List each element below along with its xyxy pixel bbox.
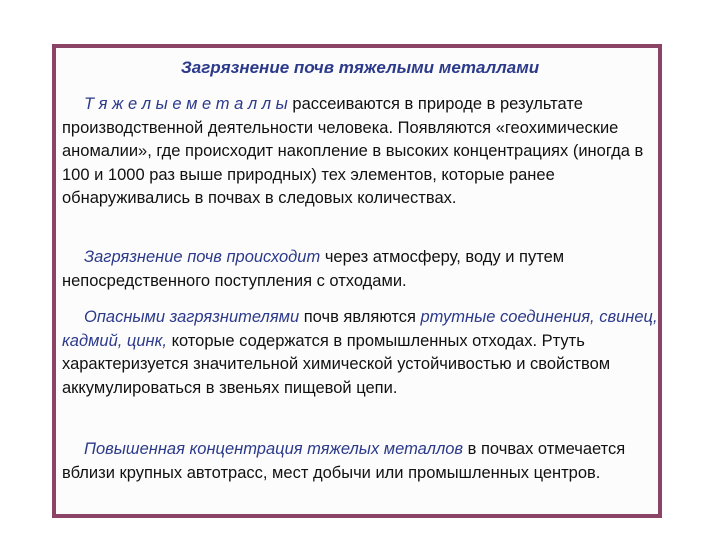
slide-title: Загрязнение почв тяжелыми металлами: [180, 58, 540, 77]
term-pollution-routes: Загрязнение почв происходит: [84, 248, 321, 266]
paragraph-text: которые содержатся в промышленных отходах. Ртуть характеризуется значительной химической устойчивостью и свойством аккумулироваться в звеньях пищевой цепи.: [62, 331, 611, 397]
paragraph-pollution-routes: [62, 246, 658, 293]
term-dangerous-pollutants: Опасными загрязнителями: [84, 308, 300, 326]
paragraph-text: через атмосферу, воду и путем непосредственного поступления с отходами.: [62, 248, 565, 290]
paragraph-text: почв являются: [299, 308, 421, 326]
paragraph-dangerous-pollutants: [62, 306, 658, 400]
paragraph-high-concentration: [62, 438, 658, 485]
paragraph-heavy-metals: [62, 93, 658, 211]
term-heavy-metals: Т я ж е л ы е м е т а л л ы: [84, 95, 288, 113]
term-high-concentration: Повышенная концентрация тяжелых металлов: [84, 440, 464, 458]
paragraph-text: в почвах отмечается вблизи крупных автотрасс, мест добычи или промышленных центров.: [62, 440, 626, 482]
paragraph-text: рассеиваются в природе в результате производственной деятельности человека. Появляются «геохимические аномалии», где происходит накопление в высоких концентрациях (иногда в 100 и 1000 раз выше природных) тех элементов, которые ранее обнаруживались в почвах в следовых количествах.: [62, 95, 644, 207]
term-mercury-compounds: ртутные соединения, свинец, кадмий, цинк,: [62, 308, 658, 350]
